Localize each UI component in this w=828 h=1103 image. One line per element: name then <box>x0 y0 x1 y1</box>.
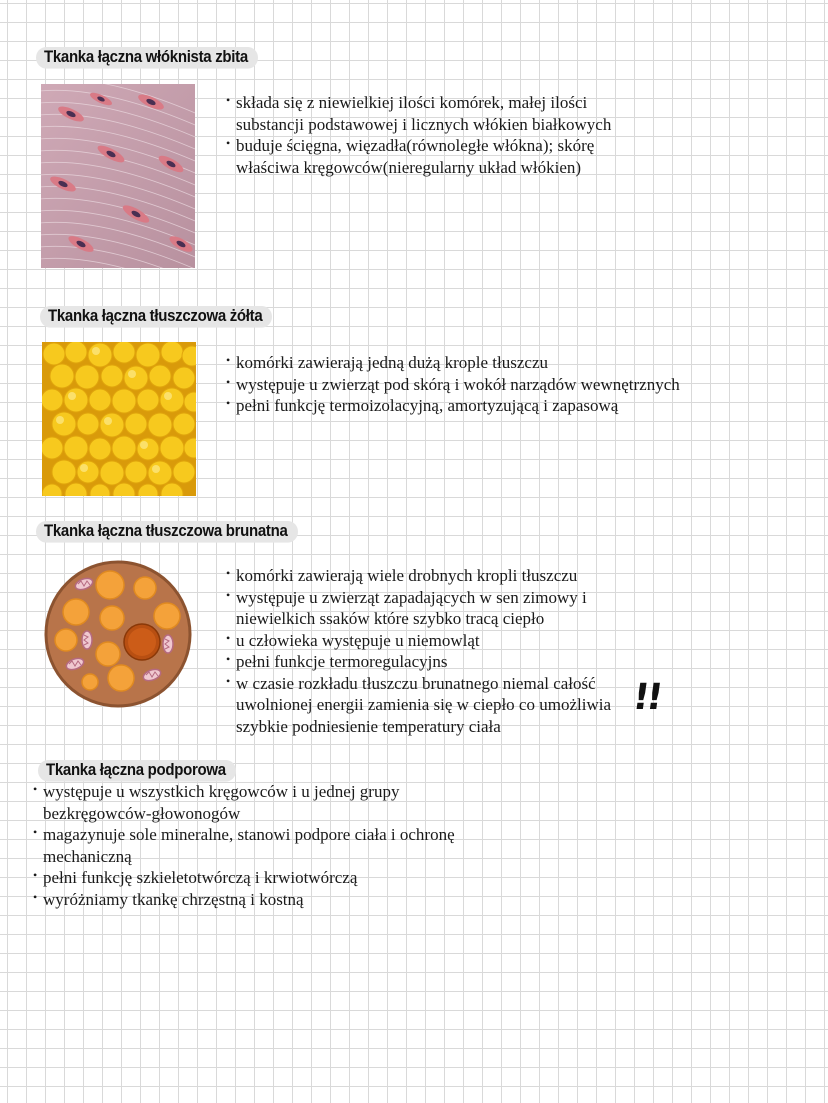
list-item: • występuje u zwierząt zapadających w sen zimowy i niewielkich ssaków które szybko tracą ciepło <box>226 587 646 630</box>
list-item: • pełni funkcję termoizolacyjną, amortyzującą i zapasową <box>226 395 726 417</box>
list-item: • pełni funkcje termoregulacyjns <box>226 651 646 673</box>
list-item: • u człowieka występuje u niemowląt <box>226 630 646 652</box>
list-item: • komórki zawierają jedną dużą krople tłuszczu <box>226 352 726 374</box>
list-item: • w czasie rozkładu tłuszczu brunatnego niemal całość uwolnionej energii zamienia się w ciepło co umożliwia szybkie podniesienie temperatury ciała <box>226 673 646 738</box>
list-item: • wyróżniamy tkankę chrzęstną i kostną <box>33 889 503 911</box>
list-item: • występuje u wszystkich kręgowców i u jednej grupy bezkręgowców-głowonogów <box>33 781 503 824</box>
section-bullets-supporting <box>33 781 503 910</box>
brown-fat-cell-image <box>44 560 192 708</box>
section-bullets-fibrous <box>226 92 656 178</box>
section-heading-fibrous: Tkanka łączna włóknista zbita <box>36 47 258 69</box>
section-heading-brown-fat: Tkanka łączna tłuszczowa brunatna <box>36 521 298 543</box>
section-heading-yellow-fat: Tkanka łączna tłuszczowa żółta <box>40 306 272 328</box>
section-heading-supporting: Tkanka łączna podporowa <box>38 760 236 782</box>
list-item: • składa się z niewielkiej ilości komórek, małej ilości substancji podstawowej i licznych włókien białkowych <box>226 92 656 135</box>
list-item: • komórki zawierają wiele drobnych kropli tłuszczu <box>226 565 646 587</box>
list-item: • występuje u zwierząt pod skórą i wokół narządów wewnętrznych <box>226 374 726 396</box>
exclamation-mark-icon: !! <box>630 677 663 718</box>
section-bullets-brown-fat <box>226 565 646 737</box>
list-item: • buduje ścięgna, więzadła(równoległe włókna); skórę właściwa kręgowców(nieregularny układ włókien) <box>226 135 656 178</box>
yellow-fat-tissue-image <box>42 342 196 496</box>
list-item: • pełni funkcję szkieletotwórczą i krwiotwórczą <box>33 867 503 889</box>
fibrous-tissue-image <box>41 84 195 268</box>
section-bullets-yellow-fat <box>226 352 726 417</box>
list-item: • magazynuje sole mineralne, stanowi podpore ciała i ochronę mechaniczną <box>33 824 503 867</box>
